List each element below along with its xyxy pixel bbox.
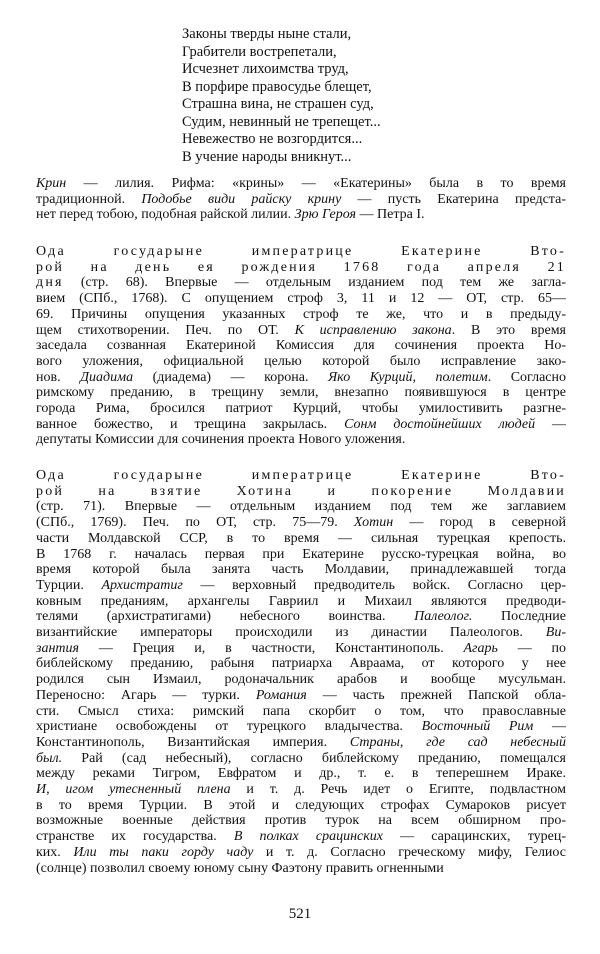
text-line: возможные военные действия против турок на всем обширном про-: [36, 813, 566, 829]
text-line: 69. Причины опущения указанных строф те же, что и в предыду-: [36, 306, 566, 322]
text-line: (СПб., 1769). Печ. по ОТ, стр. 75—79. Хотин — город в северной: [36, 515, 566, 531]
verse-line: В порфире правосудье блещет,: [182, 78, 372, 95]
text-line: В 1768 г. началась первая при Екатерине русско-турецкая война, во: [36, 546, 566, 562]
text-line: христиане освобождены от турецкого владычества. Восточный Рим —: [36, 719, 566, 735]
text-line: депутаты Комиссии для сочинения проекта Нового уложения.: [36, 432, 406, 448]
text-line: города Рима, бросился патриот Курций, чтобы умилостивить разгне-: [36, 401, 566, 417]
text-line: традиционной. Подобье види райску крину — пусть Екатерина предста-: [36, 191, 566, 207]
text-line: Ода государыне императрице Екатерине Вто-: [36, 244, 566, 259]
page-number: 521: [288, 906, 312, 922]
text-line: ких. Или ты паки горду чаду и т. д. Согласно греческому мифу, Гелиос: [36, 844, 566, 860]
text-line: ванное божество, и трещина закрылась. Сонм достойнейших людей —: [36, 416, 566, 432]
text-line: Переносно: Агарь — турки. Романия — часть прежней Папской обла-: [36, 687, 566, 703]
text-line: римскому преданию, в трещину земли, внезапно появившуюся в центре: [36, 385, 566, 401]
text-line: заседала созванная Екатериной Комиссия для сочинения проекта Но-: [36, 338, 566, 354]
note-ode-1768: [36, 244, 566, 448]
text-line: И, игом утесненный плена и т. д. Речь идет о Египте, подвластном: [36, 782, 566, 798]
verse-line: Невежество не возгордится...: [182, 131, 363, 147]
verse-line: Страшна вина, не страшен суд,: [182, 96, 374, 112]
text-line: сти. Смысл стиха: римский папа скорбит о том, что православные: [36, 703, 566, 719]
note-ode-khotin: [36, 468, 566, 876]
verse-line: Судим, невинный не трепещет...: [182, 113, 381, 130]
text-line: библейскому преданию, рабыня патриарха Авраама, от которого у нее: [36, 656, 566, 672]
text-line: нов. Диадима (диадема) — корона. Яко Курций, полетим. Согласно: [36, 369, 566, 385]
text-line: части Молдавской ССР, в то время — сильная турецкая крепость.: [36, 530, 566, 546]
verse-quote: [182, 26, 482, 166]
text-line: ковным преданиям, архангелы Гавриил и Михаил являются предводи-: [36, 593, 566, 609]
text-line: родился сын Измаил, родоначальник арабов и вообще мусульман.: [36, 672, 566, 688]
verse-line: Исчезнет лихоимства труд,: [182, 61, 349, 77]
text-line: щем стихотворении. Печ. по ОТ. К исправлению закона. В это время: [36, 322, 566, 338]
text-line: Крин — лилия. Рифма: «крины» — «Екатерины» была в то время: [36, 176, 566, 191]
note-krin: [36, 176, 566, 223]
text-line: в то время Турции. В этой и следующих строфах Сумароков рисует: [36, 797, 566, 813]
verse-line: Законы тверды ныне стали,: [182, 26, 352, 42]
text-line: рой на день ея рождения 1768 года апреля 21: [36, 259, 566, 275]
text-line: Турции. Архистратиг — верховный предводитель войск. Согласно цер-: [36, 577, 566, 593]
text-line: (стр. 71). Впервые — отдельным изданием под тем же заглавием: [36, 499, 566, 515]
verse-line: В учение народы вникнут...: [182, 148, 352, 165]
text-line: телями (архистратигами) небесного воинства. Палеолог. Последние: [36, 609, 566, 625]
text-line: был. Рай (сад небесный), согласно библейскому преданию, помещался: [36, 750, 566, 766]
text-line: нет перед тобою, подобная райской лилии. Зрю Героя — Петра I.: [36, 207, 425, 223]
text-line: зантия — Греция и, в частности, Константинополь. Агарь — по: [36, 640, 566, 656]
text-line: странстве их государства. В полках срацинских — сарацинских, турец-: [36, 829, 566, 845]
verse-line: Грабители вострепетали,: [182, 43, 337, 60]
text-line: вием (СПб., 1768). С опущением строф 3, 11 и 12 — ОТ, стр. 65—: [36, 291, 566, 307]
title-line: рой на взятие Хотина и покорение Молдавии: [36, 483, 566, 499]
text-line: Константинополь, Византийская империя. Страны, где сад небесный: [36, 734, 566, 750]
text-line: византийские императоры происходили из династии Палеологов. Ви-: [36, 625, 566, 641]
text-line: между реками Тигром, Евфратом и др., т. е. в теперешнем Ираке.: [36, 766, 566, 782]
text-line: вого уложения, официальной целью которой было исправление зако-: [36, 353, 566, 369]
text-line: дня (стр. 68). Впервые — отдельным изданием под тем же загла-: [36, 275, 566, 291]
text-line: (солнце) позволил своему юному сыну Фаэтону править огненными: [36, 860, 444, 876]
title-line: Ода государыне императрице Екатерине Вто-: [36, 468, 566, 483]
text-line: время которой была занята часть Молдавии, принадлежавшей тогда: [36, 562, 566, 578]
